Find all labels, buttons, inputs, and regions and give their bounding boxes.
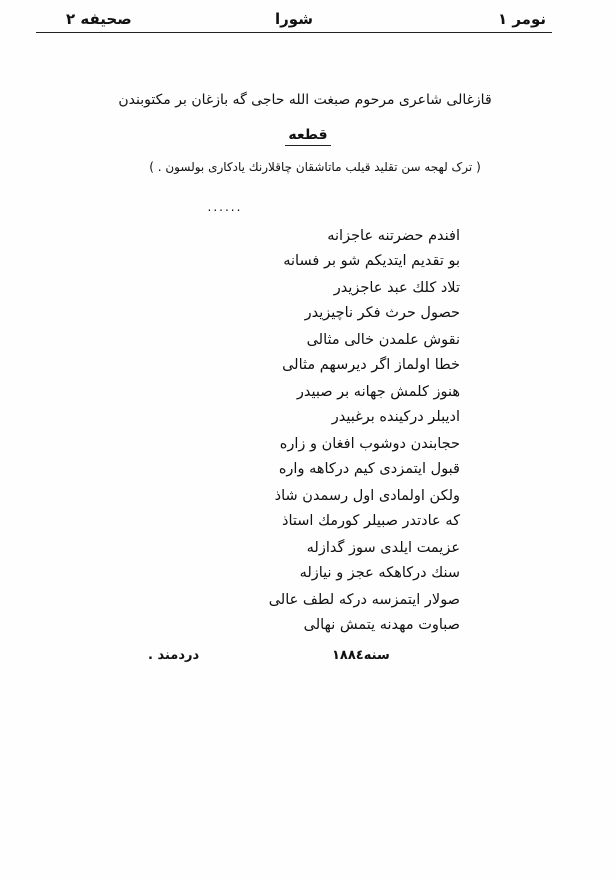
- poem-stanza: [160, 432, 460, 482]
- poem-line: نقوش علمدن خالی مثالی: [306, 332, 460, 348]
- issue-number: نومر ۱: [497, 10, 546, 28]
- poem-stanza: [160, 328, 460, 378]
- poem-line: هنوز کلمش جهانه بر صبیدر: [296, 384, 460, 400]
- poem-line: حجابندن دوشوب افغان و زاره: [279, 436, 460, 452]
- genre-label: [0, 124, 616, 143]
- poem-line: ولکن اولمادی اول رسمدن شاذ: [274, 488, 460, 504]
- poem-stanza: [160, 536, 460, 586]
- poem-line: قبول ایتمزدی کیم درکاهه واره: [278, 461, 460, 477]
- poem-line: بو تقدیم ایتدیکم شو بر فسانه: [283, 253, 460, 269]
- poem-stanza: [160, 224, 460, 274]
- poem-line: افندم حضرتنه عاجزانه: [327, 228, 460, 244]
- poem-line: ادیبلر درکینده برغبیدر: [331, 409, 460, 425]
- poem-line: خطا اولماز اگر دیرسهم مثالی: [282, 357, 460, 373]
- poem-year: سنه۱۸۸٤: [332, 648, 390, 663]
- poem-body: [160, 224, 460, 640]
- poem-line: صباوت مهدنه یتمش نهالی: [303, 617, 460, 633]
- poem-subtitle: ( ترک لهجه سن تقلید قیلب ماتاشقان چاقلارنك یادکاری بولسون . ): [149, 160, 481, 174]
- poem-heading: قازغالی شاعری مرحوم صبغت الله حاجی گه بازغان بر مکتوبندن: [118, 92, 492, 108]
- poem-line: حصول حرث فکر ناچیزیدر: [304, 305, 460, 321]
- ellipsis-marker: ......: [207, 200, 243, 214]
- page-number: صحیفه ۲: [66, 10, 132, 28]
- poem-line: که عادتدر صبیلر کورمك استاذ: [282, 513, 460, 529]
- poem-line: سنك درکاهکه عجز و نیازله: [299, 565, 460, 581]
- poem-stanza: [160, 380, 460, 430]
- poem-stanza: [160, 484, 460, 534]
- poem-line: تلاد کلك عبد عاجزیدر: [333, 280, 460, 296]
- author-signature: دردمند .: [148, 648, 200, 663]
- running-header: [36, 8, 552, 33]
- poem-line: صولار ایتمزسه درکه لطف عالی: [268, 592, 460, 608]
- genre-label-text: قطعه: [285, 127, 330, 146]
- poem-line: عزیمت ایلدی سوز گدازله: [306, 540, 460, 556]
- journal-title: شورا: [275, 10, 313, 28]
- poem-stanza: [160, 276, 460, 326]
- poem-stanza: [160, 588, 460, 638]
